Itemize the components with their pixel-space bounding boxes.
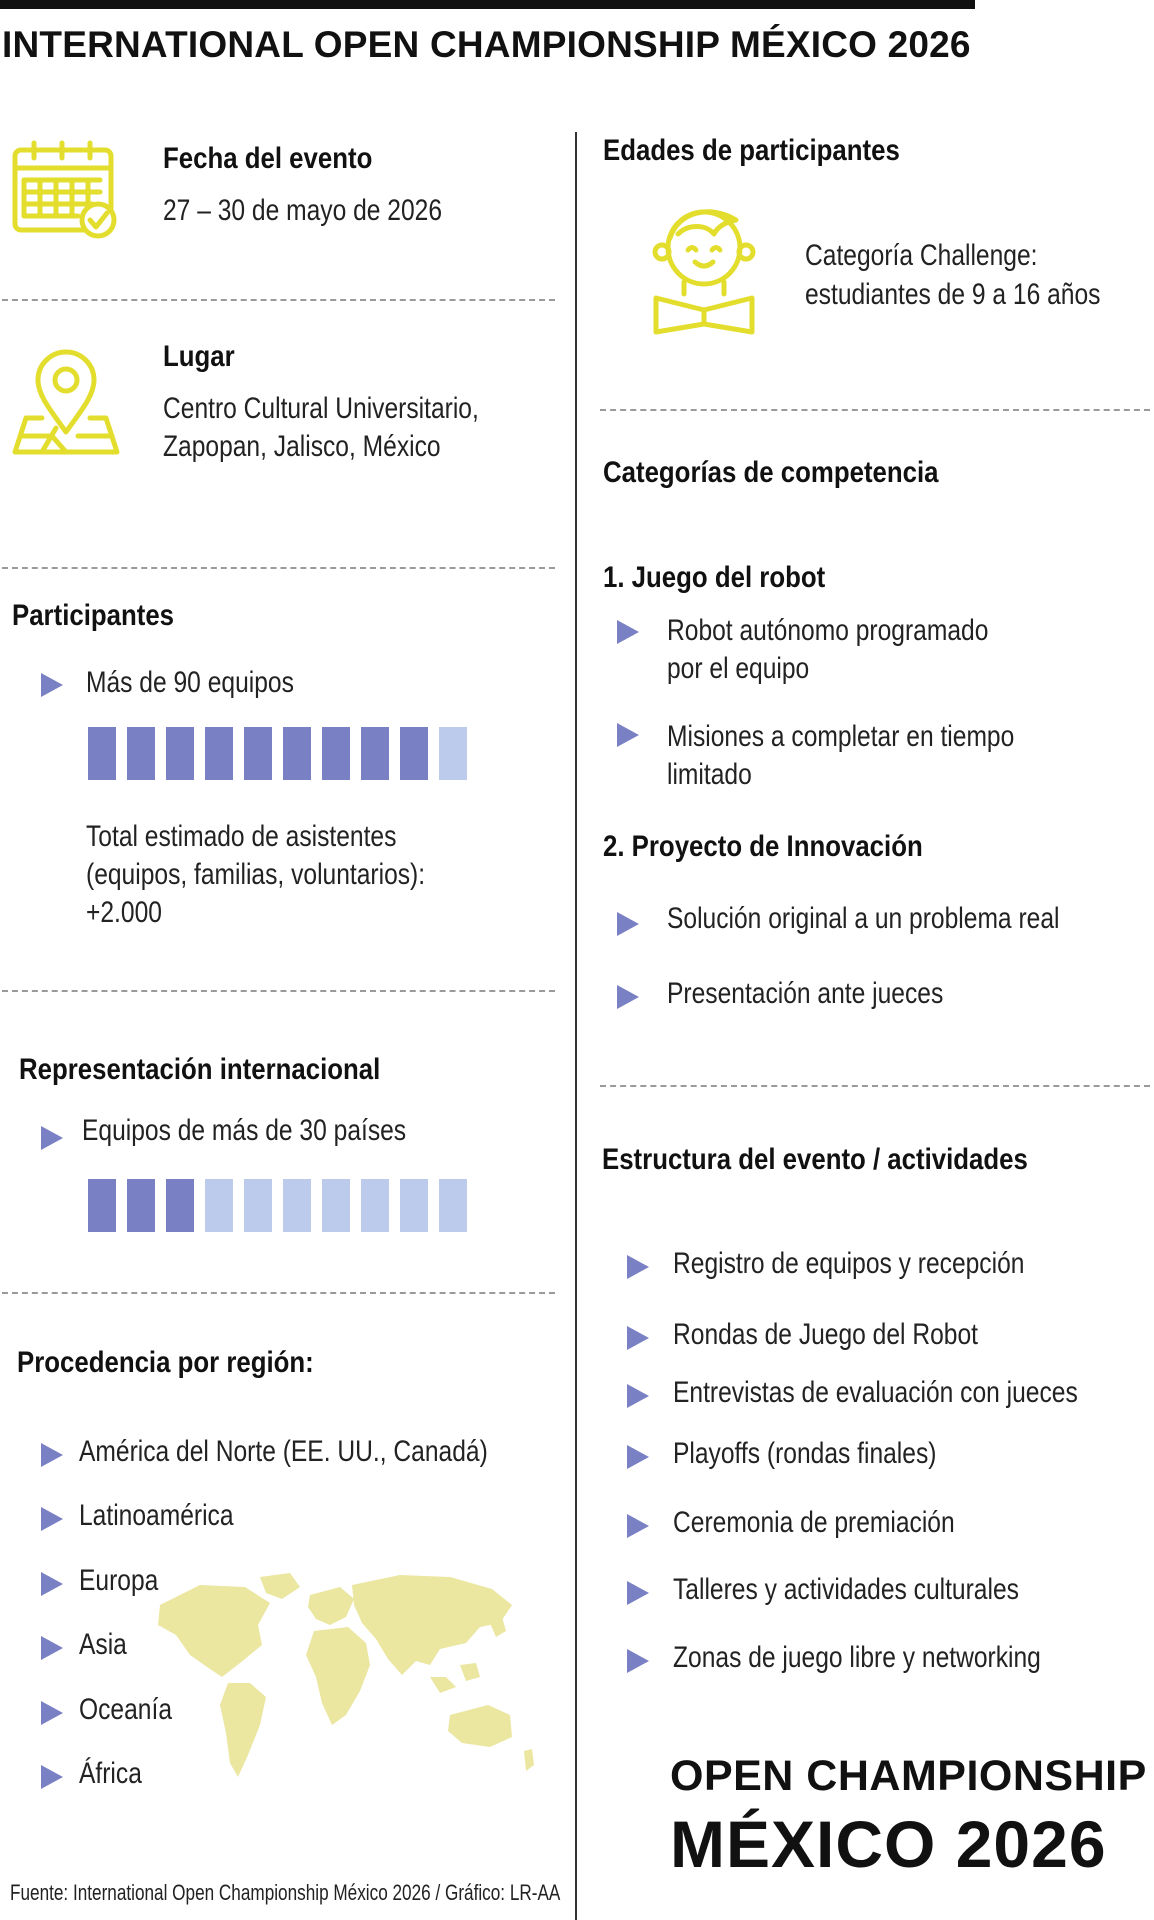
edades-line2: estudiantes de 9 a 16 años — [805, 278, 1101, 311]
list-item: Talleres y actividades culturales — [673, 1573, 1019, 1606]
bullet-arrow-icon — [627, 1384, 649, 1408]
list-item: Latinoamérica — [79, 1499, 234, 1532]
brand-line1: OPEN CHAMPIONSHIP — [670, 1752, 1147, 1800]
participantes-total-line1: Total estimado de asistentes — [86, 820, 397, 853]
cat1-b-line1: Misiones a completar en tiempo — [667, 720, 1015, 753]
bar-segment-empty — [439, 1179, 467, 1232]
list-item: Registro de equipos y recepción — [673, 1247, 1025, 1280]
bar-segment-filled — [283, 727, 311, 780]
bar-segment-filled — [166, 727, 194, 780]
fecha-heading: Fecha del evento — [163, 142, 373, 175]
list-item: Rondas de Juego del Robot — [673, 1318, 979, 1351]
bar-segment-filled — [88, 1179, 116, 1232]
bar-segment-empty — [361, 1179, 389, 1232]
bullet-arrow-icon — [41, 1636, 63, 1660]
list-item: Oceanía — [79, 1693, 173, 1726]
bar-segment-empty — [322, 1179, 350, 1232]
bar-segment-empty — [205, 1179, 233, 1232]
brand-line2: MÉXICO 2026 — [670, 1807, 1107, 1881]
bar-segment-filled — [127, 1179, 155, 1232]
top-rule — [0, 0, 975, 9]
bullet-arrow-icon — [627, 1514, 649, 1538]
bar-segment-empty — [244, 1179, 272, 1232]
cat2-title: 2. Proyecto de Innovación — [603, 830, 923, 863]
divider — [2, 1292, 555, 1294]
participantes-total-line3: +2.000 — [86, 896, 162, 929]
bullet-arrow-icon — [41, 1765, 63, 1789]
divider — [600, 1085, 1150, 1087]
representacion-bar-meter — [88, 1179, 467, 1232]
world-map — [140, 1565, 550, 1795]
representacion-item: Equipos de más de 30 países — [82, 1114, 407, 1147]
cat1-b-line2: limitado — [667, 758, 752, 791]
divider — [2, 567, 555, 569]
bullet-arrow-icon — [627, 1326, 649, 1350]
list-item: Asia — [79, 1628, 127, 1661]
bullet-arrow-icon — [627, 1445, 649, 1469]
divider — [2, 299, 555, 301]
bar-segment-filled — [400, 727, 428, 780]
cat1-title: 1. Juego del robot — [603, 561, 826, 594]
calendar-icon — [12, 140, 118, 240]
cat2-b: Presentación ante jueces — [667, 977, 944, 1010]
bullet-arrow-icon — [41, 1126, 63, 1150]
divider — [2, 990, 555, 992]
list-item: Playoffs (rondas finales) — [673, 1437, 937, 1470]
bar-segment-filled — [88, 727, 116, 780]
procedencia-heading: Procedencia por región: — [17, 1346, 314, 1379]
cat1-a-line1: Robot autónomo programado — [667, 614, 989, 647]
participantes-heading: Participantes — [12, 599, 175, 632]
participantes-bar-meter — [88, 727, 467, 780]
categorias-heading: Categorías de competencia — [603, 456, 939, 489]
list-item: América del Norte (EE. UU., Canadá) — [79, 1435, 488, 1468]
bullet-arrow-icon — [41, 1443, 63, 1467]
list-item: Europa — [79, 1564, 159, 1597]
lugar-line1: Centro Cultural Universitario, — [163, 392, 479, 425]
cat1-a-line2: por el equipo — [667, 652, 810, 685]
fecha-value: 27 – 30 de mayo de 2026 — [163, 194, 443, 227]
bar-segment-empty — [439, 727, 467, 780]
cat2-a: Solución original a un problema real — [667, 902, 1060, 935]
participantes-total-line2: (equipos, familias, voluntarios): — [86, 858, 426, 891]
column-divider — [575, 132, 577, 1920]
bar-segment-filled — [244, 727, 272, 780]
source-note: Fuente: International Open Championship México 2026 / Gráfico: LR-AA — [10, 1880, 561, 1905]
bullet-arrow-icon — [617, 985, 639, 1009]
bullet-arrow-icon — [627, 1255, 649, 1279]
estructura-heading: Estructura del evento / actividades — [602, 1143, 1028, 1176]
lugar-line2: Zapopan, Jalisco, México — [163, 430, 441, 463]
child-reading-icon — [648, 198, 762, 336]
bullet-arrow-icon — [41, 1507, 63, 1531]
list-item: Entrevistas de evaluación con jueces — [673, 1376, 1078, 1409]
edades-line1: Categoría Challenge: — [805, 239, 1038, 272]
bullet-arrow-icon — [617, 620, 639, 644]
bar-segment-empty — [283, 1179, 311, 1232]
list-item: Zonas de juego libre y networking — [673, 1641, 1041, 1674]
participantes-item: Más de 90 equipos — [86, 666, 294, 699]
bullet-arrow-icon — [627, 1649, 649, 1673]
bar-segment-filled — [166, 1179, 194, 1232]
page-title: INTERNATIONAL OPEN CHAMPIONSHIP MÉXICO 2026 — [2, 24, 971, 65]
bullet-arrow-icon — [41, 1701, 63, 1725]
bullet-arrow-icon — [41, 673, 63, 697]
location-map-icon — [12, 348, 120, 456]
bar-segment-filled — [205, 727, 233, 780]
bar-segment-empty — [400, 1179, 428, 1232]
lugar-heading: Lugar — [163, 340, 235, 373]
bullet-arrow-icon — [41, 1572, 63, 1596]
bar-segment-filled — [322, 727, 350, 780]
bullet-arrow-icon — [617, 912, 639, 936]
bullet-arrow-icon — [627, 1581, 649, 1605]
bar-segment-filled — [361, 727, 389, 780]
bullet-arrow-icon — [617, 723, 639, 747]
representacion-heading: Representación internacional — [19, 1053, 381, 1086]
edades-heading: Edades de participantes — [603, 134, 900, 167]
divider — [600, 409, 1150, 411]
bar-segment-filled — [127, 727, 155, 780]
list-item: Ceremonia de premiación — [673, 1506, 955, 1539]
list-item: África — [79, 1757, 142, 1790]
